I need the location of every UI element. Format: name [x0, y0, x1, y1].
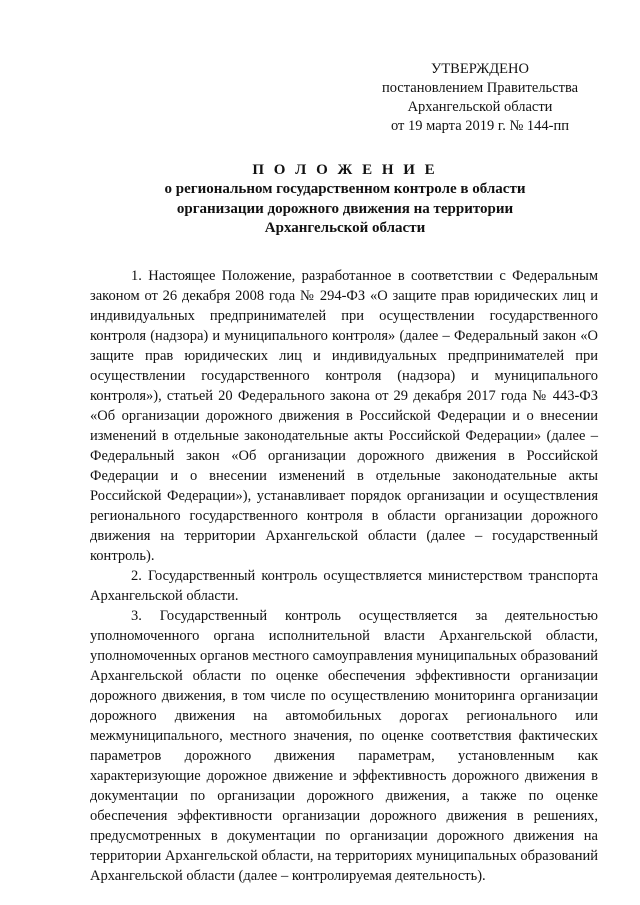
- approval-issuer: постановлением Правительства: [381, 80, 579, 96]
- paragraph-3: 3. Государственный контроль осуществляется за деятельностью уполномоченного органа исполнительной власти Архангельской области, уполномоченных органов местного самоуправления муниципальных образований Архангельской области по оценке обеспечения эффективности организации дорожного движения, в том числе по осуществлению мониторинга организации дорожного движения на автомобильных дорогах регионального или межмуниципального, местного значения, по оценке соответствия фактических параметров дорожного движения параметрам, установленным как характеризующие дорожное движение и эффективность дорожного движения в документации по организации дорожного движения, а также по оценке обеспечения эффективности организации дорожного движения в решениях, предусмотренных в документации по организации дорожного движения на территории Архангельской области, на территориях муниципальных образований Архангельской области (далее – контролируемая деятельность).: [90, 608, 598, 884]
- document-body: [90, 266, 598, 886]
- approval-region: Архангельской области: [407, 99, 553, 115]
- paragraph-1: 1. Настоящее Положение, разработанное в соответствии с Федеральным законом от 26 декабря 2008 года № 294-ФЗ «О защите прав юридических лиц и индивидуальных предпринимателей при осуществлении государственного контроля (надзора) и муниципального контроля» (далее – Федеральный закон «О защите прав юридических лиц и индивидуальных предпринимателей при осуществлении государственного контроля (надзора) и муниципального контроля»), статьей 20 Федерального закона от 29 декабря 2017 года № 443-ФЗ «Об организации дорожного движения в Российской Федерации и о внесении изменений в отдельные законодательные акты Российской Федерации» (далее – Федеральный закон «Об организации дорожного движения в Российской Федерации и о внесении изменений в отдельные законодательные акты Российской Федерации»), устанавливает порядок организации и осуществления регионального государственного контроля в области организации дорожного движения на территории Архангельской области (далее – государственный контроль).: [90, 268, 598, 564]
- approval-date-number: от 19 марта 2019 г. № 144-пп: [390, 118, 570, 134]
- title-line-1: о региональном государственном контроле в области: [164, 181, 526, 197]
- document-title: [90, 160, 600, 239]
- paragraph-2: 2. Государственный контроль осуществляется министерством транспорта Архангельской области.: [90, 568, 598, 604]
- approval-stamp: [340, 60, 620, 136]
- document-heading: П О Л О Ж Е Н И Е: [252, 162, 438, 178]
- approval-label: УТВЕРЖДЕНО: [431, 61, 529, 77]
- title-line-3: Архангельской области: [264, 220, 426, 236]
- title-line-2: организации дорожного движения на территории: [176, 200, 514, 217]
